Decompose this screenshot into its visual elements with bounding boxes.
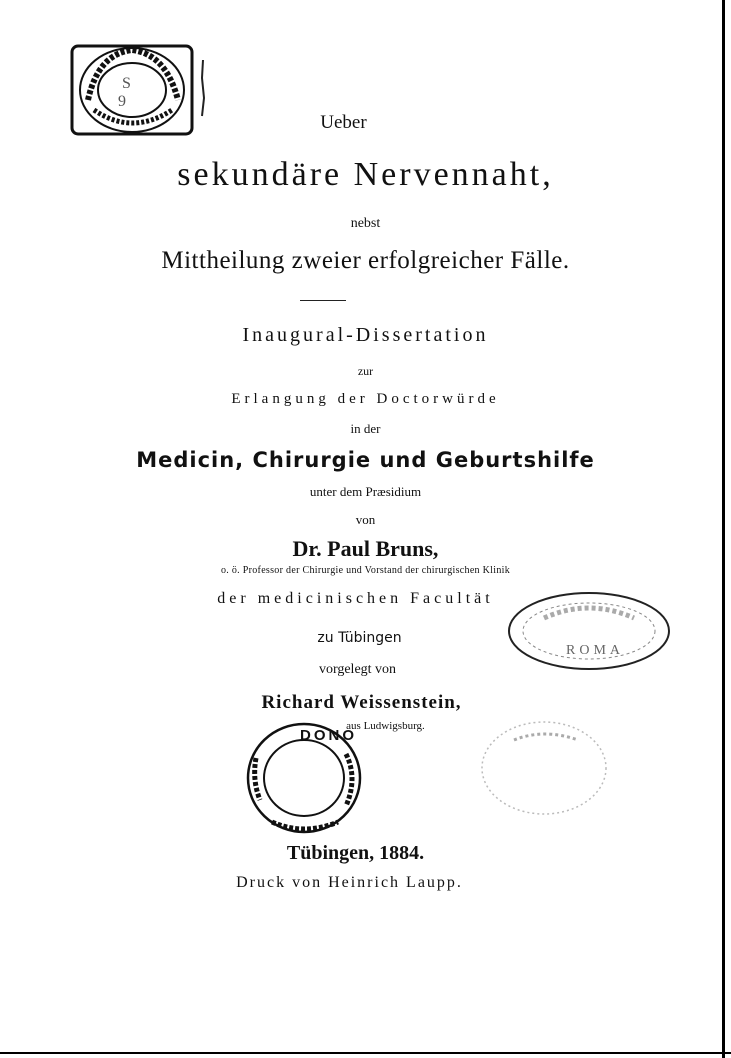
- svg-text:S: S: [122, 75, 131, 92]
- in-der-label: in der: [350, 421, 381, 436]
- author-origin: aus Ludwigsburg.: [346, 720, 425, 732]
- unter-label: unter dem Præsidium: [309, 484, 422, 499]
- roma-stamp-text: ROMA: [566, 643, 625, 658]
- printer-line: Druck von Heinrich Laupp.: [236, 874, 463, 891]
- vorgelegt-label: vorgelegt von: [318, 662, 397, 677]
- divider-rule: [300, 300, 346, 301]
- svg-text:9: 9: [118, 93, 126, 110]
- main-title: sekundäre Nervennaht,: [177, 156, 554, 193]
- faculties-heading: Medicin, Chirurgie und Geburtshilfe: [136, 448, 595, 472]
- dissertation-label: Inaugural-Dissertation: [242, 324, 489, 346]
- city-label: zu Tübingen: [317, 630, 402, 646]
- place-year: Tübingen, 1884.: [286, 842, 425, 864]
- erlangung-label: Erlangung der Doctorwürde: [231, 391, 500, 407]
- roma-stamp: [504, 588, 674, 674]
- dono-stamp-text: DONO: [300, 727, 357, 744]
- faculty-label: der medicinischen Facultät: [217, 590, 494, 607]
- title-nebst: nebst: [350, 216, 381, 231]
- title-ueber: Ueber: [320, 112, 367, 133]
- faint-stamp: [474, 716, 614, 820]
- zur-label: zur: [357, 364, 374, 378]
- praeses-title: o. ö. Professor der Chirurgie und Vorstand der chirurgischen Klinik: [220, 565, 511, 576]
- author-name: Richard Weissenstein,: [261, 692, 462, 713]
- handwritten-mark: [196, 58, 210, 118]
- page-edge-bottom: [0, 1052, 731, 1054]
- subtitle: Mittheilung zweier erfolgreicher Fälle.: [161, 247, 570, 274]
- dono-stamp: [242, 718, 372, 836]
- von-label: von: [355, 512, 376, 527]
- praeses-name: Dr. Paul Bruns,: [292, 536, 439, 561]
